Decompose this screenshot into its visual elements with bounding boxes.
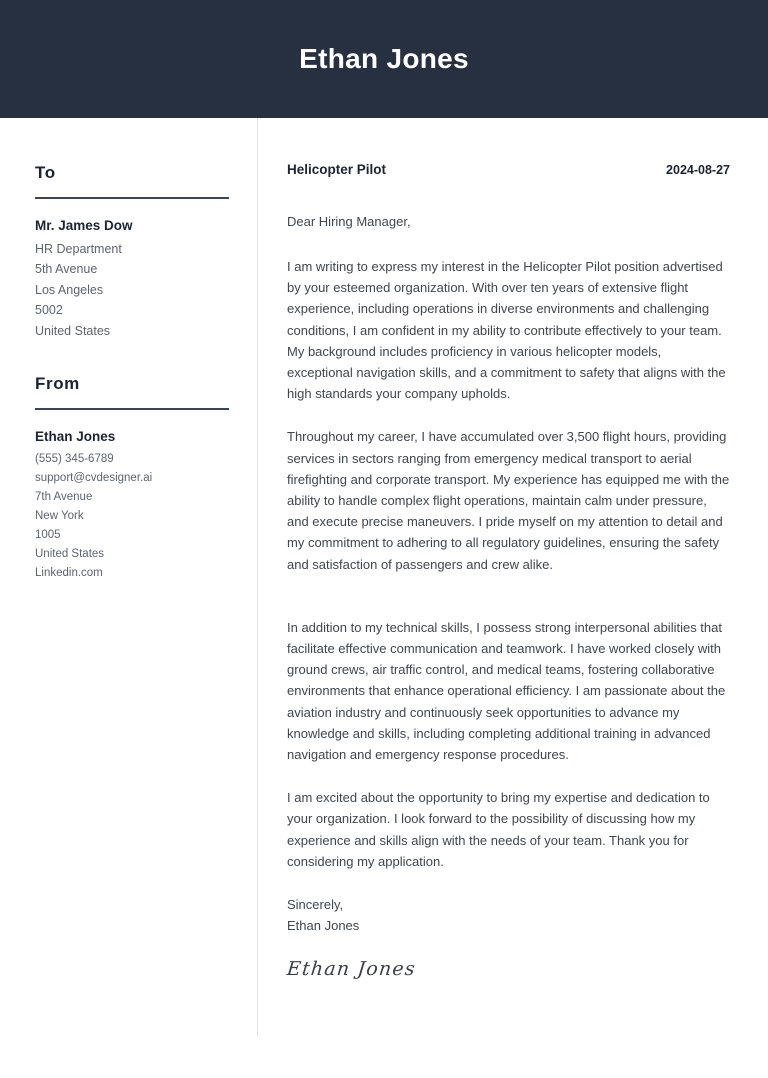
list-item: Ethan Jones [35,428,116,444]
to-divider-rule [35,197,229,199]
letter-header-row [287,162,730,177]
from-divider-rule [35,408,229,410]
list-item: 5th Avenue [35,262,98,277]
closing-name: Ethan Jones [287,918,360,934]
list-item: Linkedin.com [35,566,103,579]
recipient-address-list [35,215,229,342]
closing-block [287,894,730,936]
sender-section [35,375,229,583]
recipient-section [35,164,229,341]
list-item: 7th Avenue [35,490,93,503]
letter-paragraph: In addition to my technical skills, I possess strong interpersonal abilities that facilitate effective communication and teamwork. I have worked closely with ground crews, air traffic control, and medical teams, fostering collaborative environments that enhance operational efficiency. I am passionate about the aviation industry and continuously seek opportunities to advance my knowledge and skills, including completing additional training in advanced navigation and emergency response procedures. [287,619,726,763]
list-item: (555) 345-6789 [35,452,114,465]
to-heading: To [35,163,56,182]
list-item: HR Department [35,241,122,256]
letter-content [258,118,768,980]
list-item: Mr. James Dow [35,217,133,233]
signature: Ethan Jones [285,958,417,981]
from-heading: From [35,374,80,394]
document-header [0,0,768,118]
list-item: 1005 [35,528,61,541]
closing-salutation: Sincerely, [287,897,344,913]
list-item: United States [35,547,105,560]
salutation: Dear Hiring Manager, [287,214,411,229]
letter-date: 2024-08-27 [666,163,730,177]
applicant-name-title: Ethan Jones [299,43,469,74]
list-item: New York [35,509,84,522]
sender-contact-list [35,426,229,583]
job-title: Helicopter Pilot [287,162,387,177]
letter-paragraph: I am writing to express my interest in the Helicopter Pilot position advertised by your esteemed organization. With over ten years of extensive flight experience, including operations in diverse environments and challenging conditions, I am confident in my ability to contribute effectively to your team. My background includes proficiency in various helicopter models, exceptional navigation skills, and a commitment to safety that aligns with the high standards your company upholds. [287,259,726,402]
letter-paragraph: Throughout my career, I have accumulated over 3,500 flight hours, providing services in sectors ranging from emergency medical transport to aerial firefighting and corporate transport. My experience has equipped me with the ability to handle complex flight operations, maintain calm under pressure, and execute precise maneuvers. I pride myself on my attention to detail and my commitment to adhering to all regulatory guidelines, ensuring the safety and satisfaction of passengers and crew alike. [287,429,730,572]
list-item: 5002 [35,303,63,318]
letter-paragraph: I am excited about the opportunity to bring my expertise and dedication to your organization. I look forward to the possibility of discussing how my experience and skills align with the needs of your team. Thank you for considering my application. [287,790,710,869]
document-body [0,118,768,1078]
list-item: Los Angeles [35,282,104,297]
list-item: United States [35,323,111,338]
sidebar [0,118,257,617]
list-item: support@cvdesigner.ai [35,471,153,484]
